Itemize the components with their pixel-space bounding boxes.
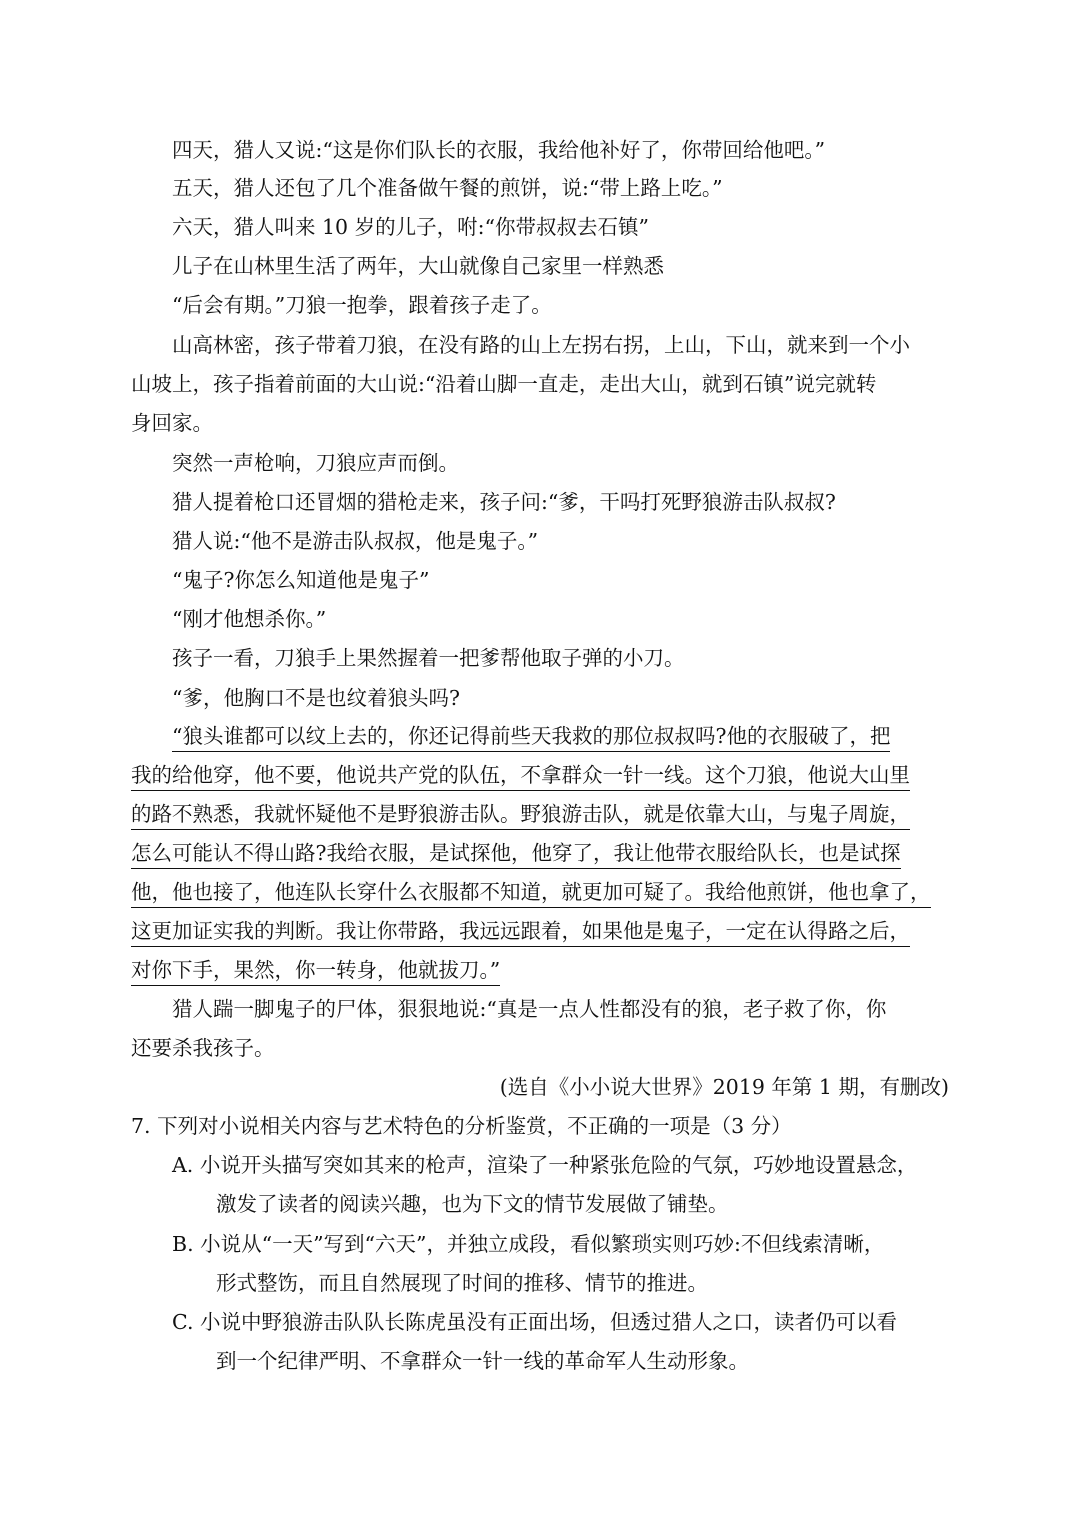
source-citation: (选自《小小说大世界》2019 年第 1 期，有删改) [499, 1075, 949, 1099]
underlined-explanation-line-4: 怎么可能认不得山路?我给衣服，是试探他，他穿了，我让他带衣服给队长，也是试探 [131, 840, 901, 869]
underlined-explanation-line-1: “狼头谁都可以纹上去的，你还记得前些天我救的那位叔叔吗?他的衣服破了，把 [172, 723, 890, 752]
option-b-line-1: B. 小说从“一天”写到“六天”，并独立成段，看似繁琐实则巧妙:不但线索清晰， [172, 1232, 885, 1256]
paragraph-kill: “刚才他想杀你。” [172, 607, 327, 631]
paragraph-chest: “爹，他胸口不是也纹着狼头吗? [172, 686, 460, 710]
paragraph-farewell: “后会有期。”刀狼一抱拳，跟着孩子走了。 [172, 293, 552, 317]
underlined-explanation-line-7: 对你下手，果然，你一转身，他就拔刀。” [131, 957, 500, 986]
paragraph-day6: 六天，猎人叫来 10 岁的儿子，咐:“你带叔叔去石镇” [172, 215, 649, 239]
paragraph-mountain-line-3: 身回家。 [131, 411, 213, 435]
paragraph-mountain-line-2: 山坡上，孩子指着前面的大山说:“沿着山脚一直走，走出大山，就到石镇”说完就转 [131, 372, 877, 396]
underlined-explanation-line-5: 他，他也接了，他连队长穿什么衣服都不知道，就更加可疑了。我给他煎饼，他也拿了， [131, 879, 931, 908]
underlined-explanation-line-6: 这更加证实我的判断。我让你带路，我远远跟着，如果他是鬼子，一定在认得路之后， [131, 918, 910, 947]
paragraph-mountain-line-1: 山高林密，孩子带着刀狼，在没有路的山上左拐右拐，上山，下山，就来到一个小 [172, 333, 910, 357]
option-b-line-2: 形式整饬，而且自然展现了时间的推移、情节的推进。 [216, 1271, 708, 1295]
option-c-line-2: 到一个纪律严明、不拿群众一针一线的革命军人生动形象。 [216, 1349, 749, 1373]
paragraph-kick-line-1: 猎人踹一脚鬼子的尸体，狠狠地说:“真是一点人性都没有的狼，老子救了你，你 [172, 997, 887, 1021]
paragraph-day5: 五天，猎人还包了几个准备做午餐的煎饼，说:“带上路上吃。” [172, 176, 723, 200]
option-a-line-1: A. 小说开头描写突如其来的枪声，渲染了一种紧张危险的气氛，巧妙地设置悬念， [172, 1153, 918, 1177]
option-a-line-2: 激发了读者的阅读兴趣，也为下文的情节发展做了铺垫。 [216, 1192, 729, 1216]
paragraph-son: 儿子在山林里生活了两年，大山就像自己家里一样熟悉 [172, 254, 664, 278]
underlined-explanation-line-3: 的路不熟悉，我就怀疑他不是野狼游击队。野狼游击队，就是依靠大山，与鬼子周旋， [131, 801, 910, 830]
paragraph-gunshot: 突然一声枪响，刀狼应声而倒。 [172, 451, 459, 475]
paragraph-hunter-walks: 猎人提着枪口还冒烟的猎枪走来，孩子问:“爹，干吗打死野狼游击队叔叔? [172, 490, 836, 514]
underlined-explanation-line-2: 我的给他穿，他不要，他说共产党的队伍，不拿群众一针一线。这个刀狼，他说大山里 [131, 762, 910, 791]
paragraph-hunter-says: 猎人说:“他不是游击队叔叔，他是鬼子。” [172, 529, 539, 553]
paragraph-devil: “鬼子?你怎么知道他是鬼子” [172, 568, 430, 592]
option-c-line-1: C. 小说中野狼游击队队长陈虎虽没有正面出场，但透过猎人之口，读者仍可以看 [172, 1310, 897, 1334]
question-stem: 7. 下列对小说相关内容与艺术特色的分析鉴赏，不正确的一项是（3 分） [131, 1114, 792, 1138]
paragraph-kick-line-2: 还要杀我孩子。 [131, 1036, 275, 1060]
paragraph-knife: 孩子一看，刀狼手上果然握着一把爹帮他取子弹的小刀。 [172, 646, 685, 670]
paragraph-day4: 四天，猎人又说:“这是你们队长的衣服，我给他补好了，你带回给他吧。” [172, 138, 826, 162]
